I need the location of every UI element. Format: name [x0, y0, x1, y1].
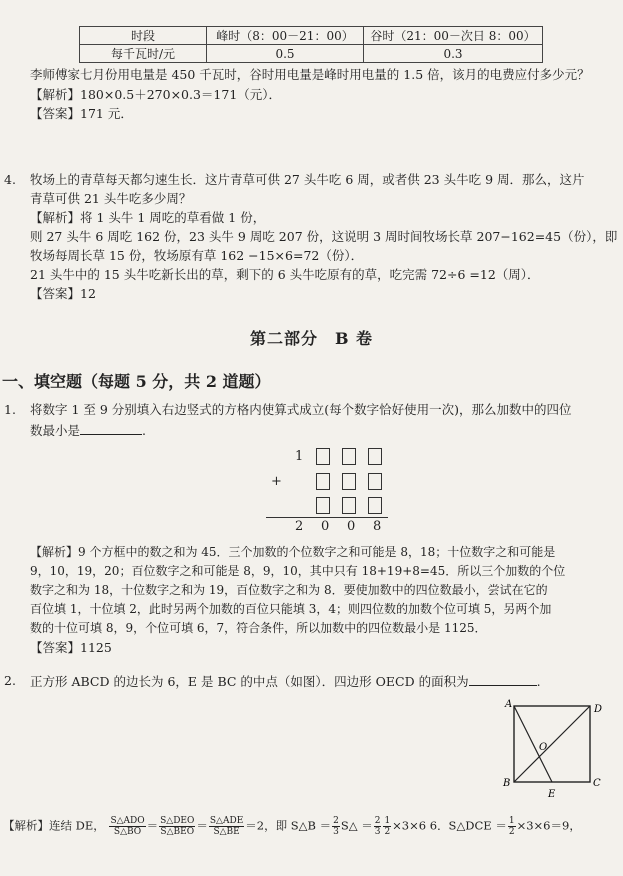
digit-box[interactable] [368, 497, 382, 514]
analysis-text: 【解析】9 个方框中的数之和为 45．三个加数的个位数字之和可能是 8，18；十位数字之和可能是 [30, 545, 556, 559]
period: . [536, 674, 541, 689]
fraction [508, 816, 516, 837]
label-e: E [548, 789, 556, 800]
table-cell: 0.5 [207, 45, 364, 63]
label-b: B [503, 778, 511, 789]
denominator: S△BE [213, 827, 240, 837]
formula-text: ×3×6＝9， [516, 818, 581, 833]
analysis-text: 数的十位可填 8，9，个位可填 6，7，符合条件，所以加数中的四位数最小是 1125． [30, 621, 487, 635]
table-cell: 谷时（21：00－次日 8：00） [364, 27, 543, 45]
analysis-text: 牧场每周长草 15 份，牧场原有草 162 −15×6=72（份）． [30, 248, 364, 263]
analysis-text: 21 头牛中的 15 头牛吃新长出的草，剩下的 6 头牛吃原有的草，吃完需 72÷6 =12（周）． [30, 267, 540, 282]
question-text: 李师傅家七月份用电量是 450 千瓦时，谷时用电量是峰时用电量的 1.5 倍，该月的电费应付多少元？ [30, 67, 590, 82]
fraction [332, 816, 340, 837]
analysis-formula: 【解析】连结 DE， $\frac{\text{S△ADO}}{S\triangle BO}$ ＝ $\frac{\text{S△DEO}}{\text{S△BEO}}$ ＝ $\frac{\text{S△ADE}}{S\triangle BE}$ ＝2，即 S△B ＝ $\frac{2}{3}$ S△ ＝ $\frac{2}{3}$ $\frac{1}{2}$ ×3×6 6．S△DCE ＝ $\frac{1}{2}$ ×3×6＝9， [3, 816, 581, 837]
numerator: 1 [384, 816, 391, 826]
numerator: S△DEO [160, 816, 195, 826]
digit-box[interactable] [368, 448, 382, 465]
question-text-part: 正方形 ABCD 的边长为 6，E 是 BC 的中点（如图）．四边形 OECD 的面积为 [30, 674, 469, 689]
label-d: D [594, 704, 603, 715]
numerator: 2 [374, 816, 381, 826]
fraction [383, 816, 391, 837]
period: . [142, 423, 146, 438]
plus-sign: + [271, 474, 282, 489]
result-digit: 2 [295, 519, 304, 534]
question-text [30, 673, 541, 689]
label-a: A [505, 699, 513, 710]
digit-box[interactable] [368, 473, 382, 490]
question-text: 将数字 1 至 9 分别填入右边竖式的方格内使算式成立(每个数字恰好使用一次)，那么加数中的四位 [30, 402, 572, 417]
part-title: 一、填空题（每题 5 分，共 2 道题） [2, 372, 271, 391]
formula-intro: 【解析】连结 DE， [3, 818, 105, 833]
result-digit: 0 [347, 519, 356, 534]
analysis-text: 百位填 1，十位填 2，此时另两个加数的百位只能填 3，4；则四位数的加数个位可填 5，另两个加 [30, 602, 552, 616]
denominator: S△BO [113, 827, 142, 837]
digit-box[interactable] [316, 497, 330, 514]
table-cell: 时段 [80, 27, 207, 45]
analysis-text: 9，10，19，20；百位数字之和可能是 8，9，10，其中只有 18+19+8=45．所以三个加数的个位 [30, 564, 566, 578]
analysis-text: 【解析】180×0.5＋270×0.3＝171（元）． [30, 87, 282, 102]
table-cell: 每千瓦时/元 [80, 45, 207, 63]
digit-box[interactable] [342, 448, 356, 465]
analysis-text: 则 27 头牛 6 周吃 162 份，23 头牛 9 周吃 207 份，这说明 3 周时间牧场长草 207−162=45（份），即 [30, 229, 618, 244]
addend-digit: 1 [295, 449, 304, 464]
fraction [159, 816, 195, 837]
numerator: S△ADE [209, 816, 244, 826]
question-number: 4. [4, 172, 16, 187]
label-o: O [539, 742, 548, 753]
formula-text: ．S△DCE ＝ [437, 818, 507, 833]
numerator: 1 [508, 816, 515, 826]
digit-box[interactable] [342, 473, 356, 490]
question-number: 1. [4, 402, 16, 417]
answer-blank[interactable] [80, 422, 142, 435]
denominator: 2 [384, 827, 391, 837]
digit-box[interactable] [316, 448, 330, 465]
rate-table [79, 26, 543, 63]
section-title: 第二部分 B 卷 [249, 329, 374, 348]
analysis-text: 数字之和为 18，十位数字之和为 19，百位数字之和为 8．要使加数中的四位数最小，尝试在它的 [30, 583, 548, 597]
sum-line [266, 517, 388, 518]
denominator: 3 [333, 827, 339, 837]
numerator: S△ADO [110, 816, 145, 826]
question-text [30, 422, 146, 438]
table-cell: 0.3 [364, 45, 543, 63]
result-digit: 0 [321, 519, 330, 534]
denominator: S△BEO [160, 827, 195, 837]
answer-text: 【答案】12 [30, 286, 96, 301]
numerator: 2 [333, 816, 339, 826]
denominator: 2 [508, 827, 515, 837]
fraction [374, 816, 382, 837]
question-text: 青草可供 21 头牛吃多少周？ [30, 191, 192, 206]
analysis-text: 【解析】将 1 头牛 1 周吃的草看做 1 份， [30, 210, 266, 225]
table-row [80, 27, 543, 45]
table-cell: 峰时（8：00－21：00） [207, 27, 364, 45]
formula-text: S△ [340, 818, 358, 833]
square-diagram [500, 698, 610, 802]
fraction [109, 816, 145, 837]
question-text-part: 数最小是 [30, 423, 81, 438]
answer-text: 【答案】1125 [30, 640, 112, 655]
label-c: C [593, 778, 601, 789]
fraction [209, 816, 244, 837]
question-number: 2. [4, 673, 16, 688]
table-row [80, 45, 543, 63]
formula-text: ＝2，即 S△B [245, 818, 316, 833]
segment-bd [514, 706, 590, 782]
result-digit: 8 [373, 519, 382, 534]
question-text: 牧场上的青草每天都匀速生长．这片青草可供 27 头牛吃 6 周，或者供 23 头牛吃 9 周．那么，这片 [30, 172, 585, 187]
denominator: 3 [374, 827, 381, 837]
answer-blank[interactable] [469, 673, 537, 686]
digit-box[interactable] [316, 473, 330, 490]
digit-box[interactable] [342, 497, 356, 514]
answer-text: 【答案】171 元． [30, 106, 133, 121]
formula-text: ×3×6 6 [392, 818, 438, 833]
